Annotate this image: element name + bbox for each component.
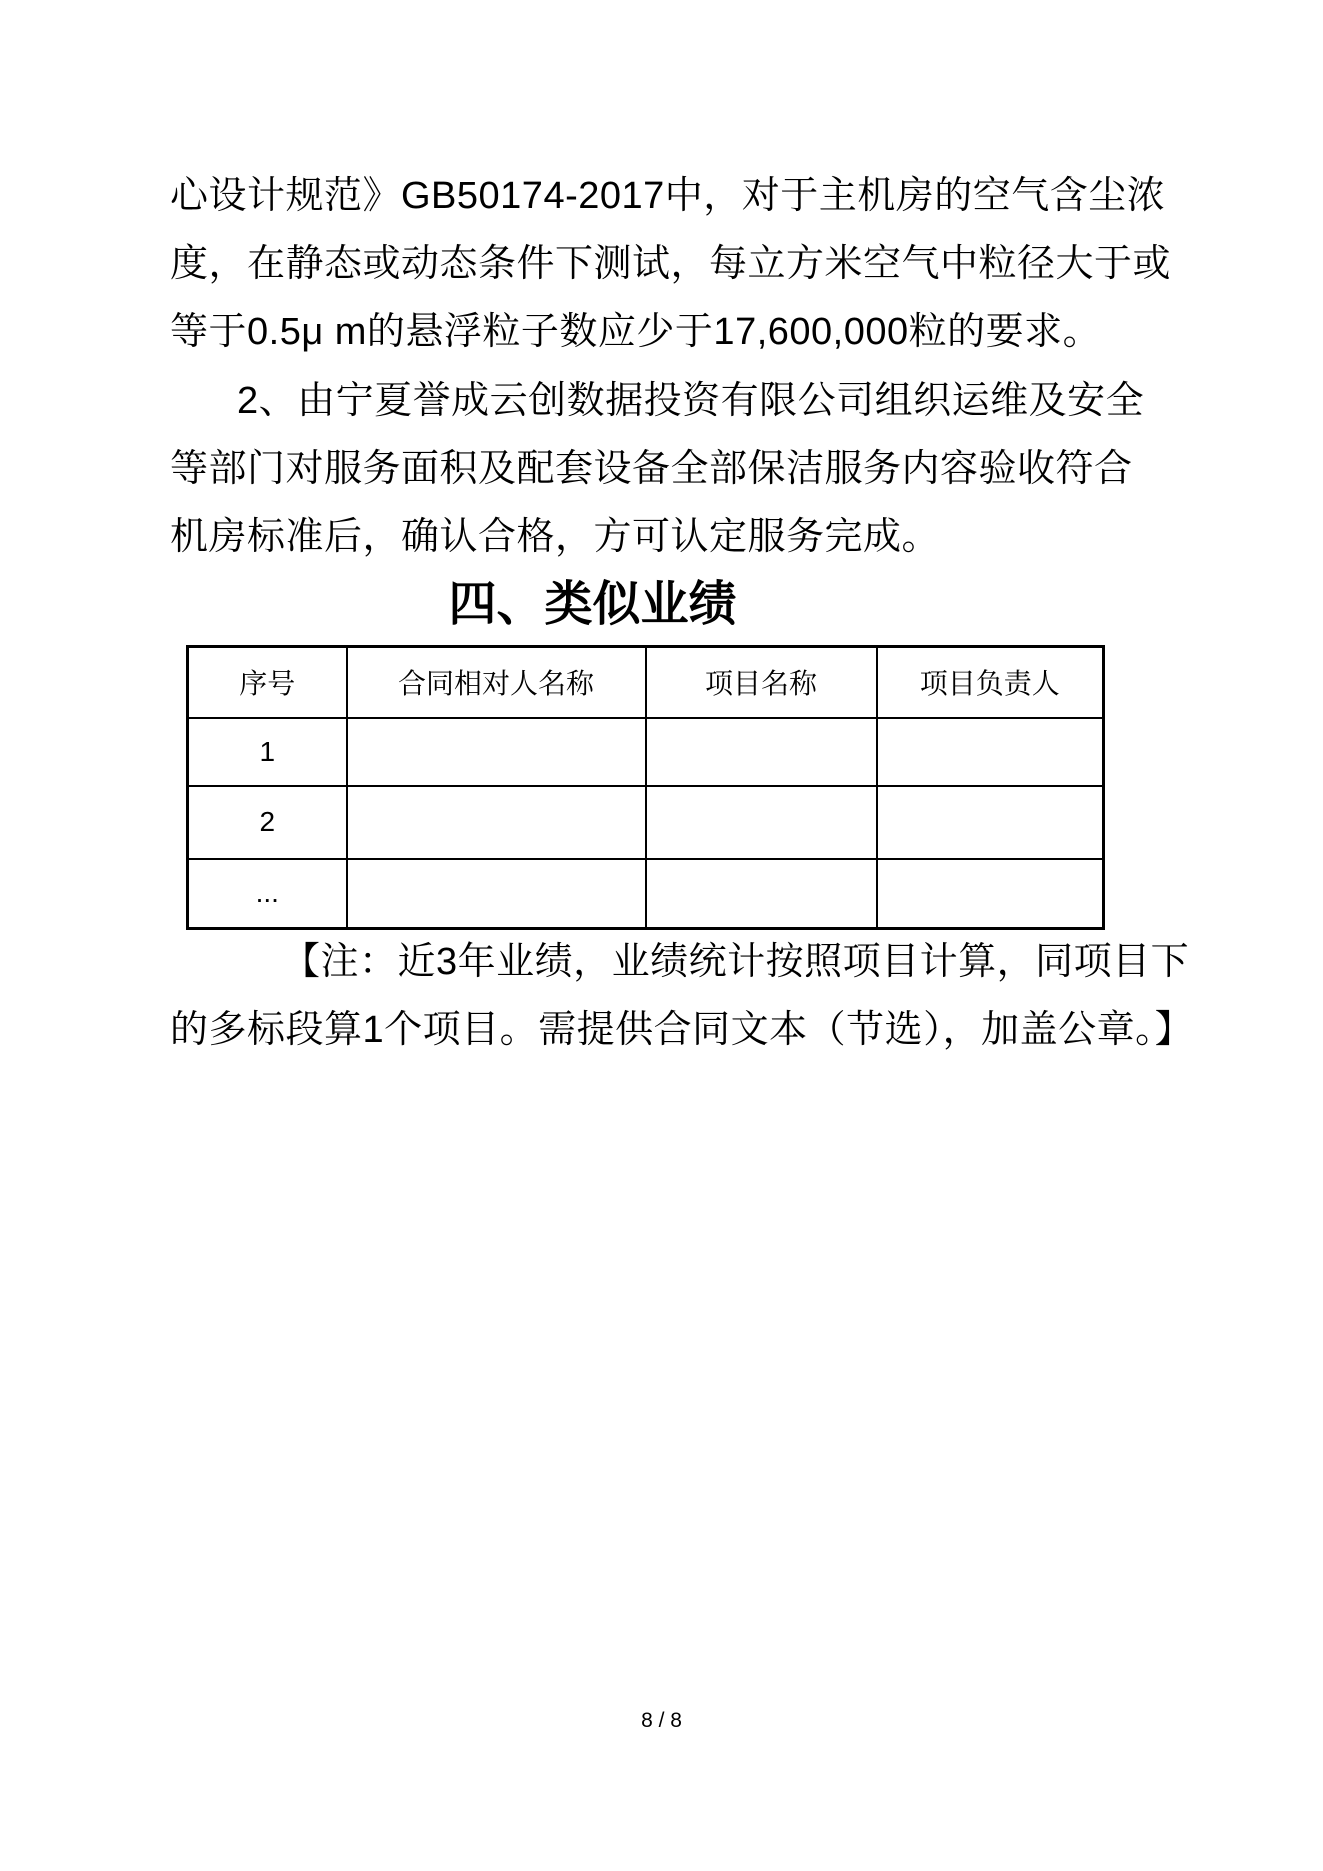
table-row bbox=[188, 859, 1104, 929]
table-cell bbox=[646, 859, 877, 929]
table-cell bbox=[646, 718, 877, 786]
paragraph-note bbox=[170, 928, 1194, 1064]
page-number: 8 / 8 bbox=[641, 1709, 682, 1732]
table-cell bbox=[646, 786, 877, 859]
table-cell bbox=[877, 859, 1104, 929]
paragraph-line: 2、由宁夏誉成云创数据投资有限公司组织运维及安全 bbox=[237, 380, 1145, 422]
paragraph-line: 机房标准后，确认合格，方可认定服务完成。 bbox=[170, 516, 941, 558]
paragraph-line: 等部门对服务面积及配套设备全部保洁服务内容验收符合 bbox=[170, 448, 1133, 490]
table-header-project-name: 项目名称 bbox=[646, 647, 877, 718]
table-row bbox=[188, 786, 1104, 859]
table-cell bbox=[347, 859, 646, 929]
paragraph-line: 的多标段算1个项目。需提供合同文本（节选），加盖公章。】 bbox=[170, 1009, 1194, 1051]
table-header-seq: 序号 bbox=[188, 647, 347, 718]
table-cell-seq: ... bbox=[188, 859, 347, 929]
paragraph-air-dust-spec bbox=[170, 162, 1172, 366]
paragraph-line: 心设计规范》GB50174-2017中，对于主机房的空气含尘浓 bbox=[170, 175, 1166, 217]
table-cell bbox=[347, 718, 646, 786]
similar-performance-table bbox=[186, 645, 1105, 930]
table-header-counterparty: 合同相对人名称 bbox=[347, 647, 646, 718]
table-header-row bbox=[188, 647, 1104, 718]
paragraph-line: 【注：近3年业绩，业绩统计按照项目计算，同项目下 bbox=[282, 941, 1190, 983]
table-header-project-lead: 项目负责人 bbox=[877, 647, 1104, 718]
table-cell bbox=[877, 786, 1104, 859]
table-cell-seq: 1 bbox=[188, 718, 347, 786]
table-cell bbox=[877, 718, 1104, 786]
table-row bbox=[188, 718, 1104, 786]
paragraph-acceptance bbox=[170, 367, 1145, 571]
section-heading-similar-performance: 四、类似业绩 bbox=[448, 578, 737, 631]
table-cell-seq: 2 bbox=[188, 786, 347, 859]
table-cell bbox=[347, 786, 646, 859]
paragraph-line: 度，在静态或动态条件下测试，每立方米空气中粒径大于或 bbox=[170, 243, 1172, 285]
paragraph-line: 等于0.5μ m的悬浮粒子数应少于17,600,000粒的要求。 bbox=[170, 311, 1102, 353]
